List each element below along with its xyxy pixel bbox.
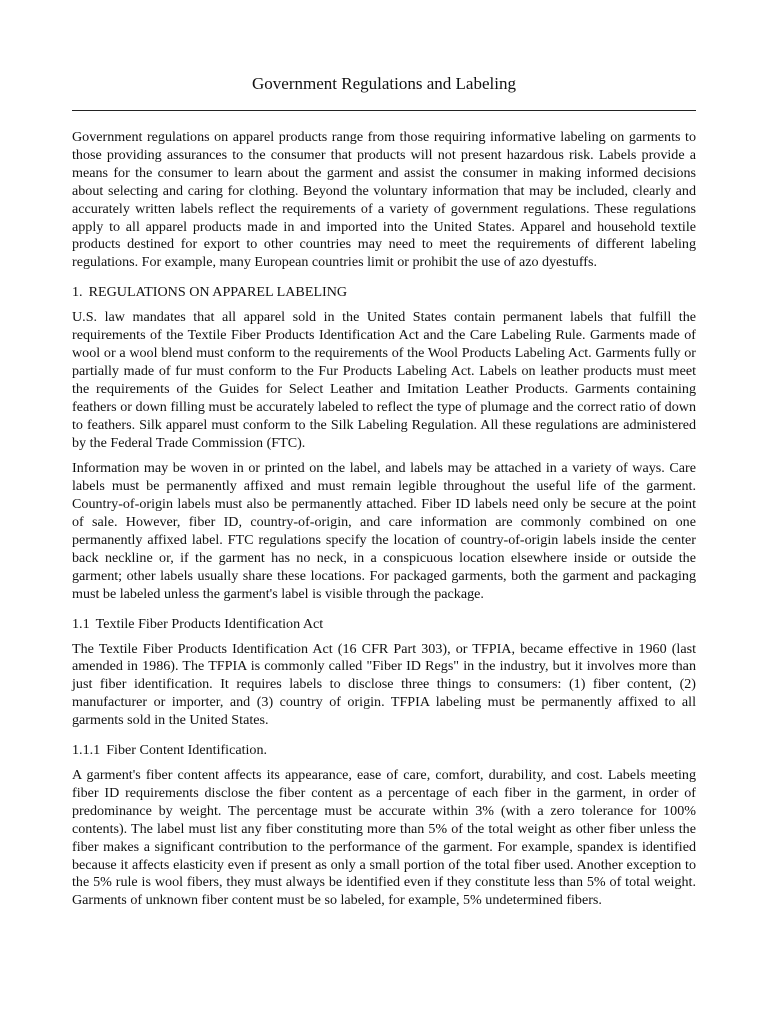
section-fiber-content-identification [72, 742, 696, 910]
section-textile-fiber-products-identification-act [72, 616, 696, 730]
document-title: Government Regulations and Labeling [252, 74, 516, 93]
section-heading [72, 284, 696, 302]
section-heading [72, 742, 696, 760]
title-divider [72, 110, 696, 111]
intro-paragraph: Government regulations on apparel products range from those requiring informative labeling on garments to those providing assurances to the consumer that products will not present hazardous risk. Labels provide a means for the consumer to learn about the garment and assist the consumer in making informed decisions about selecting and caring for clothing. Beyond the voluntary information that may be included, clearly and accurately written labels reflect the requirements of a variety of government regulations. These regulations apply to all apparel products made in and imported into the United States. Apparel and household textile products destined for export to other countries may need to meet the requirements of different labeling regulations. For example, many European countries limit or prohibit the use of azo dyestuffs. [72, 129, 696, 271]
body-paragraph: Information may be woven in or printed on the label, and labels may be attached in a variety of ways. Care labels must be permanently affixed and must remain legible throughout the useful life of the garment. Country-of-origin labels must also be permanently attached. Fiber ID labels need only be secure at the point of sale. However, fiber ID, country-of-origin, and care information are commonly combined on one permanently affixed label. FTC regulations specify the location of country-of-origin labels inside the center back neckline or, if the garment has no neck, in a conspicuous location elsewhere inside or outside the garment; other labels usually share these locations. For packaged garments, both the garment and packaging must be labeled unless the garment's label is visible through the package. [72, 460, 696, 602]
section-title: Textile Fiber Products Identification Act [95, 615, 324, 632]
section-regulations-on-apparel-labeling [72, 284, 696, 603]
section-heading [72, 616, 696, 634]
body-paragraph: U.S. law mandates that all apparel sold in the United States contain permanent labels that fulfill the requirements of the Textile Fiber Products Identification Act and the Care Labeling Rule. Garments made of wool or a wool blend must conform to the requirements of the Wool Products Labeling Act. Garments fully or partially made of fur must conform to the Fur Products Labeling Act. Labels on leather products must meet the requirements of the Guides for Select Leather and Imitation Leather Products. Garments containing feathers or down filling must be accurately labeled to reflect the type of plumage and the correct ratio of down to feathers. Silk apparel must conform to the Silk Labeling Regulation. All these regulations are administered by the Federal Trade Commission (FTC). [72, 309, 696, 451]
section-title: Fiber Content Identification. [106, 742, 268, 759]
body-paragraph: A garment's fiber content affects its appearance, ease of care, comfort, durability, and cost. Labels meeting fiber ID requirements disclose the fiber content as a percentage of each fiber in the garment, in order of predominance by weight. The percentage must be accurate within 3% (with a zero tolerance for 100% contents). The label must list any fiber constituting more than 5% of the total weight as other fiber unless the fiber makes a significant contribution to the performance of the garment. For example, spandex is identified because it affects elasticity even if present as only a small portion of the total fiber used. Another exception to the 5% rule is wool fibers, they must always be identified even if they constitute less than 5% of total weight. Garments of unknown fiber content must be so labeled, for example, 5% undetermined fibers. [72, 767, 696, 909]
section-title: REGULATIONS ON APPAREL LABELING [88, 284, 348, 301]
body-paragraph: The Textile Fiber Products Identification Act (16 CFR Part 303), or TFPIA, became effective in 1960 (last amended in 1986). The TFPIA is commonly called "Fiber ID Regs" in the industry, but it involves more than just fiber identification. It requires labels to disclose three things to consumers: (1) fiber content, (2) manufacturer or importer, and (3) country of origin. TFPIA labeling must be permanently affixed to all garments sold in the United States. [72, 640, 696, 729]
section-number: 1.1.1 [72, 742, 101, 759]
section-number: 1. [72, 284, 83, 301]
section-number: 1.1 [72, 615, 90, 632]
